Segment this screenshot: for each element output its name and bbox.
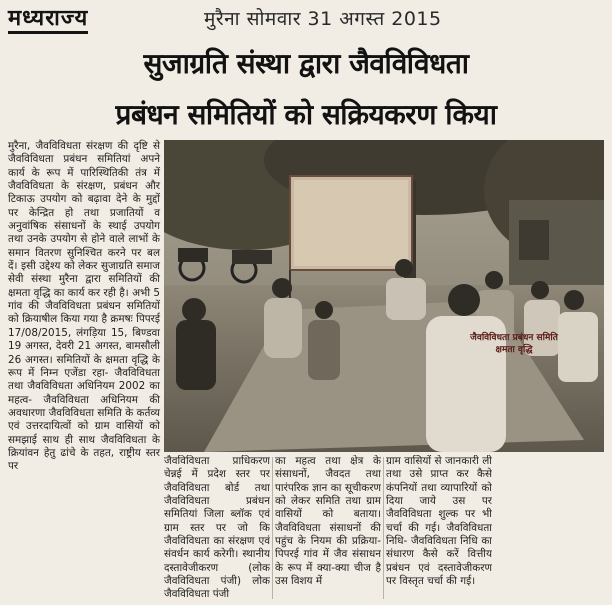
headline-line-1: सुजाग्रति संस्था द्वारा जैवविविधता [143, 47, 469, 80]
article-bottom-columns [164, 455, 604, 601]
article-text: का महत्व तथा क्षेत्र के संसाधनों, जैवदत तथा पारंपरिक ज्ञान का सूचीकरण को लेकर समिति तथा ग्राम वासियों को बताया। जैवविविधता संसाधनों की पहुंच के नियम की प्रक्रिया- पिपरई गांव में जैव संसाधन के रूप में क्या-क्या चीज है उस विशय में [275, 455, 381, 588]
article-text: जैवविविधता प्राधिकरण चेन्नई में प्रदेश स्तर पर जैवविविधता बोर्ड तथा जैवविविधता प्रबंधन समितियां जिला ब्लॉक एवं ग्राम स्तर पर जो कि जैवविविधता का संरक्षण एवं संवर्धन कार्य करेगी। स्थानीय दस्तावेजीकरण (लोक जैवविविधता पंजी) लोक जैवविविधता पंजी [164, 455, 270, 601]
newspaper-name: मध्यराज्य [8, 7, 88, 34]
article-text: ग्राम वासियों से जानकारी ली तथा उसे प्राप्त कर कैसे कंपनियों तथा व्यापारियों को दिया जाये उस पर जैवविविधता शुल्क पर भी चर्चा की गई। जैवविविधता निधि- जैवविविधता निधि का संधारण कैसे करें वित्तीय प्रबंधन एवं दस्तावेजीकरण पर विस्तृत चर्चा की गई। [386, 455, 492, 588]
article-column-2 [164, 455, 270, 601]
dateline: मुरैना सोमवार 31 अगस्त 2015 [204, 8, 442, 30]
news-photo [164, 140, 604, 452]
headline-line-2: प्रबंधन समितियों को सक्रियकरण किया [115, 98, 497, 131]
article-text: मुरैना, जैवविविधता संरक्षण की दृष्टि से जैवविविधता प्रबंधन समितियां अपने कार्य के रूप में पारिस्थितिकी तंत्र में जैवविविधता के संरक्षण, प्रबंधन और टिकाऊ उपयोग को बढ़ावा देने के मुद्दों पर केन्द्रित हो तथा प्रजातियों व अनुवांषिक संसाधनों के स्थाई उपयोग तथा उनके उपयोग से होने वाले लाभों के समान वितरण सुनिश्चित करने पर बल दें। इसी उद्देश्य को लेकर सुजाग्रति समाज सेवी संस्था मुरैना द्वारा समितियों की क्षमता वृद्धि का कार्य कर रही है। अभी 5 गांव की जैवविविधता प्रबंधन समितियों को क्रियाषील किया गया है क्रमषः पिपरई 17/08/2015, लंगड़िया 15, बिण्डवा 19 अगस्त, देवरी 21 अगस्त, बामसौली 26 अगस्त। समितियों के क्षमता वृद्धि के रूप में निम्न एजेंडा रहा- जैवविविधता तथा जैवविविधता अधिनियम 2002 का महत्व- जैवविविधता अधिनियम की अवधारणा जैवविविधता समिति के कर्तव्य एवं उत्तरदायित्वों को ग्राम वासियों को समझाई साथ ही साथ जैवविविधता के क्रियांवन हेतु ढांचे के तहत, राष्ट्रीय स्तर पर [8, 140, 160, 473]
article-column-4 [386, 455, 492, 601]
column-divider [383, 457, 384, 599]
masthead [6, 5, 606, 35]
banner-text: जैवविविधता प्रबंधन समिति क्षमता वृद्धि [470, 333, 558, 355]
column-divider [272, 457, 273, 599]
article-column-3 [275, 455, 381, 601]
article-left-column [8, 140, 160, 474]
photo-meeting-illustration [164, 140, 604, 452]
